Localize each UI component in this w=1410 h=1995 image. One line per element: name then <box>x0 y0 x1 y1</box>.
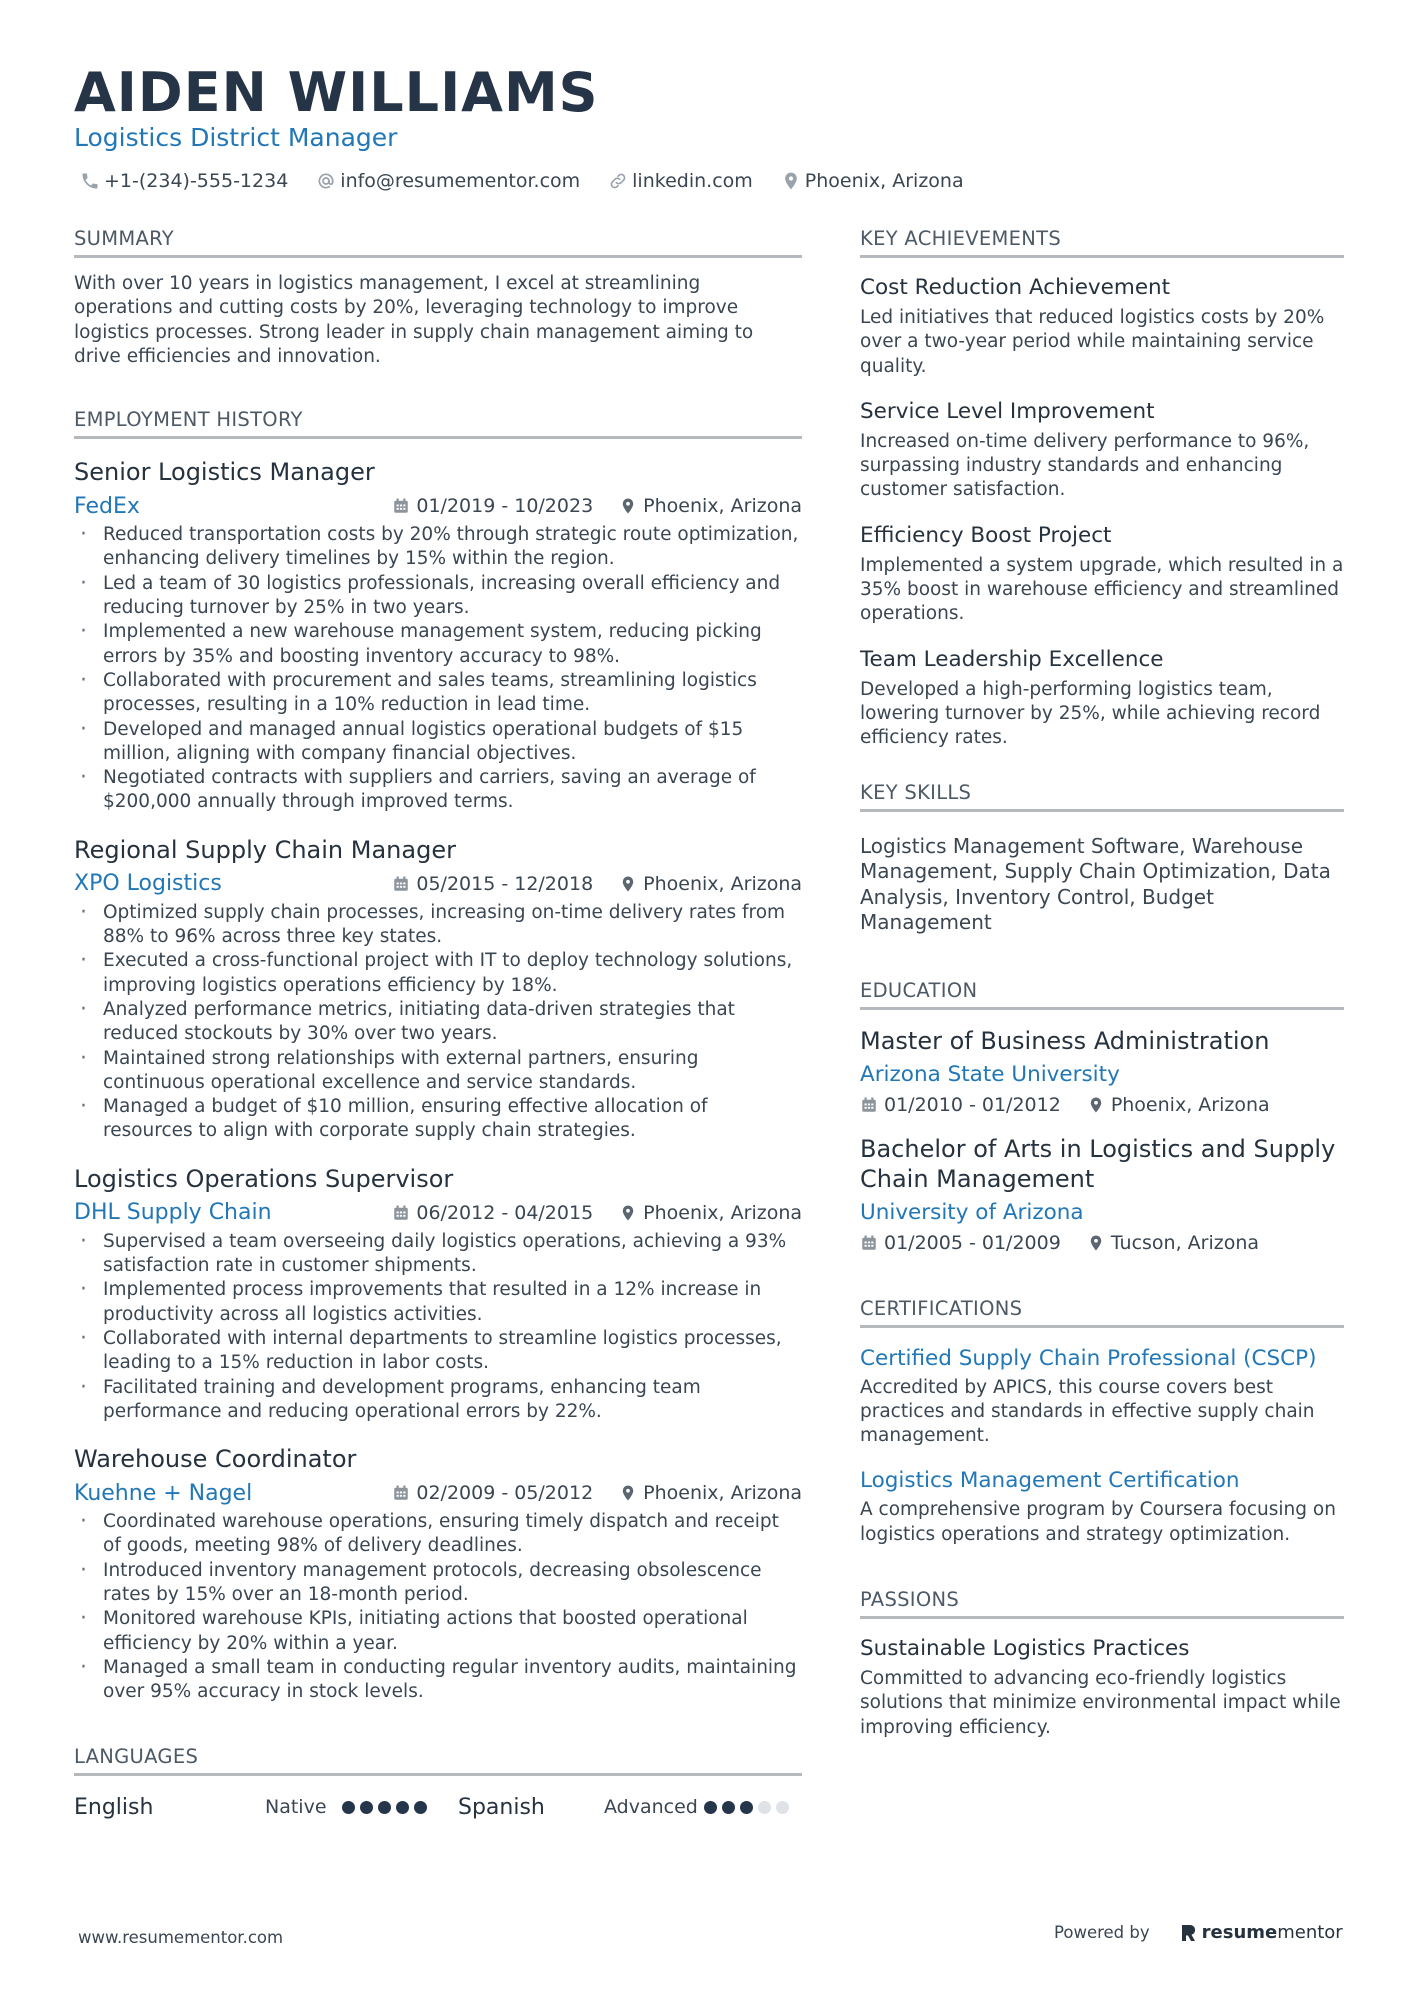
link-icon <box>608 171 628 191</box>
job-bullet: · Collaborated with procurement and sales teams, streamlining logistics processes, resulting in a 10% reduction in lead time. <box>74 669 802 718</box>
contact-email-text: info@resumementor.com <box>340 170 581 192</box>
job-entry <box>74 1444 802 1704</box>
certifications-heading: CERTIFICATIONS <box>860 1296 1344 1328</box>
education-dates: 01/2005 - 01/2009 <box>884 1231 1061 1254</box>
job-title: Senior Logistics Manager <box>74 458 375 487</box>
achievement-item <box>860 646 1344 751</box>
languages-section <box>74 1744 802 1824</box>
location-icon <box>619 1484 637 1502</box>
contact-location <box>781 170 964 192</box>
job-bullets <box>74 1510 802 1704</box>
job-bullet: · Executed a cross-functional project with IT to deploy technology solutions, improving logistics operations efficiency by 18%. <box>74 949 802 998</box>
contact-location-text: Phoenix, Arizona <box>804 170 964 192</box>
job-location: Phoenix, Arizona <box>643 1482 802 1505</box>
language-name: English <box>74 1794 154 1820</box>
achievements-heading: KEY ACHIEVEMENTS <box>860 226 1344 258</box>
right-column <box>860 226 1344 1759</box>
passions-heading: PASSIONS <box>860 1587 1344 1619</box>
location-icon <box>619 1204 637 1222</box>
job-company: XPO Logistics <box>74 871 222 897</box>
job-company: Kuehne + Nagel <box>74 1480 253 1506</box>
calendar-icon <box>392 1484 410 1502</box>
education-item <box>860 1026 1344 1120</box>
calendar-icon <box>392 497 410 515</box>
contact-bar <box>80 170 992 192</box>
education-school: University of Arizona <box>860 1199 1084 1225</box>
skills-heading: KEY SKILLS <box>860 780 1344 812</box>
job-bullets <box>74 901 802 1144</box>
contact-phone-text: +1-(234)-555-1234 <box>104 170 289 192</box>
certification-item <box>860 1344 1344 1449</box>
contact-phone[interactable] <box>80 170 288 192</box>
skills-section <box>860 780 1344 936</box>
summary-text: With over 10 years in logistics management, I excel at streamlining operations and cutting costs by 20%, leveraging technology to improve logistics processes. Strong leader in supply chain management aiming to drive efficiencies and innovation. <box>74 273 754 367</box>
job-entry <box>74 457 802 815</box>
calendar-icon <box>392 875 410 893</box>
brand-rest: mentor <box>1277 1922 1343 1943</box>
achievement-title: Team Leadership Excellence <box>860 646 1164 672</box>
language-list <box>74 1790 802 1824</box>
location-icon <box>1087 1234 1105 1252</box>
contact-email[interactable] <box>316 170 580 192</box>
footer-website[interactable]: www.resumementor.com <box>78 1928 284 1947</box>
employment-heading: EMPLOYMENT HISTORY <box>74 407 802 439</box>
job-bullet: · Managed a budget of $10 million, ensuring effective allocation of resources to align with corporate supply chain strategies. <box>74 1095 802 1144</box>
location-icon <box>619 497 637 515</box>
job-dates: 05/2015 - 12/2018 <box>416 872 594 895</box>
job-dates: 01/2019 - 10/2023 <box>416 495 594 518</box>
job-bullet: · Optimized supply chain processes, increasing on-time delivery rates from 88% to 96% across three key states. <box>74 901 802 950</box>
passions-section <box>860 1587 1344 1740</box>
job-company: FedEx <box>74 493 140 519</box>
job-bullet: · Implemented process improvements that resulted in a 12% increase in productivity across all logistics activities. <box>74 1278 802 1327</box>
resumementor-logo-icon <box>1180 1923 1198 1943</box>
language-rating <box>342 1801 432 1814</box>
language-item <box>74 1795 458 1820</box>
brand-bold: resume <box>1201 1922 1278 1943</box>
rating-dot <box>722 1801 735 1814</box>
job-bullet: · Introduced inventory management protocols, decreasing obsolescence rates by 15% over an 18-month period. <box>74 1559 802 1608</box>
phone-icon <box>80 171 100 191</box>
education-school: Arizona State University <box>860 1061 1120 1087</box>
job-bullet: · Monitored warehouse KPIs, initiating actions that boosted operational efficiency by 20% within a year. <box>74 1607 802 1656</box>
rating-dot <box>704 1801 717 1814</box>
job-bullet: · Facilitated training and development programs, enhancing team performance and reducing operational errors by 22%. <box>74 1376 802 1425</box>
language-rating <box>704 1801 794 1814</box>
location-icon <box>1087 1096 1105 1114</box>
summary-heading: SUMMARY <box>74 226 802 258</box>
location-icon <box>619 875 637 893</box>
language-item <box>458 1795 802 1820</box>
education-heading: EDUCATION <box>860 978 1344 1010</box>
job-bullet: · Led a team of 30 logistics professionals, increasing overall efficiency and reducing turnover by 25% in two years. <box>74 572 802 621</box>
contact-linkedin-text: linkedin.com <box>632 170 753 192</box>
job-bullet: · Negotiated contracts with suppliers and carriers, saving an average of $200,000 annually through improved terms. <box>74 766 802 815</box>
achievement-text: Led initiatives that reduced logistics costs by 20% over a two-year period while maintaining service quality. <box>860 307 1325 377</box>
rating-dot <box>396 1801 409 1814</box>
certification-title: Certified Supply Chain Professional (CSCP) <box>860 1345 1317 1371</box>
languages-heading: LANGUAGES <box>74 1744 802 1776</box>
education-degree: Bachelor of Arts in Logistics and Supply Chain Management <box>860 1134 1336 1193</box>
certification-text: A comprehensive program by Coursera focusing on logistics operations and strategy optimization. <box>860 1499 1336 1545</box>
location-icon <box>781 171 801 191</box>
rating-dot <box>776 1801 789 1814</box>
job-bullet: · Coordinated warehouse operations, ensuring timely dispatch and receipt of goods, meeting 98% of delivery deadlines. <box>74 1510 802 1559</box>
footer-branding <box>1054 1922 1343 1943</box>
job-bullet: · Maintained strong relationships with external partners, ensuring continuous operational excellence and service standards. <box>74 1047 802 1096</box>
skills-text: Logistics Management Software, Warehouse Management, Supply Chain Optimization, Data Analysis, Inventory Control, Budget Management <box>860 833 1331 935</box>
achievement-text: Increased on-time delivery performance to 96%, surpassing industry standards and enhancing customer satisfaction. <box>860 430 1310 501</box>
education-dates: 01/2010 - 01/2012 <box>884 1093 1061 1116</box>
certification-text: Accredited by APICS, this course covers best practices and standards in effective supply chain management. <box>860 1376 1315 1447</box>
rating-dot <box>758 1801 771 1814</box>
candidate-title: Logistics District Manager <box>74 123 398 152</box>
rating-dot <box>342 1801 355 1814</box>
passion-text: Committed to advancing eco-friendly logistics solutions that minimize environmental impact while improving efficiency. <box>860 1668 1341 1738</box>
job-title: Logistics Operations Supervisor <box>74 1164 454 1193</box>
education-degree: Master of Business Administration <box>860 1026 1270 1055</box>
job-bullet: · Developed and managed annual logistics operational budgets of $15 million, aligning with company financial objectives. <box>74 718 802 767</box>
language-name: Spanish <box>458 1794 545 1820</box>
achievements-section <box>860 226 1344 751</box>
achievement-title: Efficiency Boost Project <box>860 522 1112 548</box>
achievement-item <box>860 398 1344 503</box>
language-level: Advanced <box>604 1796 698 1819</box>
passion-item <box>860 1635 1344 1740</box>
employment-section <box>74 407 802 1704</box>
language-level: Native <box>265 1796 327 1819</box>
job-title: Warehouse Coordinator <box>74 1445 357 1474</box>
at-icon <box>316 171 336 191</box>
calendar-icon <box>860 1234 878 1252</box>
achievement-title: Service Level Improvement <box>860 398 1155 424</box>
summary-section <box>74 226 802 369</box>
job-bullet: · Implemented a new warehouse management system, reducing picking errors by 35% and boosting inventory accuracy to 98%. <box>74 620 802 669</box>
job-location: Phoenix, Arizona <box>643 872 802 895</box>
education-location: Tucson, Arizona <box>1110 1231 1260 1254</box>
job-title: Regional Supply Chain Manager <box>74 835 456 864</box>
candidate-name: AIDEN WILLIAMS <box>74 61 599 124</box>
job-location: Phoenix, Arizona <box>643 1201 802 1224</box>
job-company: DHL Supply Chain <box>74 1200 272 1226</box>
achievement-item <box>860 274 1344 379</box>
education-location: Phoenix, Arizona <box>1110 1093 1270 1116</box>
education-section <box>860 978 1344 1258</box>
achievement-text: Developed a high-performing logistics team, lowering turnover by 25%, while achieving record efficiency rates. <box>860 678 1321 749</box>
achievement-item <box>860 522 1344 627</box>
rating-dot <box>740 1801 753 1814</box>
job-entry <box>74 1164 802 1424</box>
job-bullet: · Reduced transportation costs by 20% through strategic route optimization, enhancing delivery timelines by 15% within the region. <box>74 523 802 572</box>
job-bullet: · Managed a small team in conducting regular inventory audits, maintaining over 95% accuracy in stock levels. <box>74 1656 802 1705</box>
brand-logo[interactable] <box>1180 1922 1343 1943</box>
job-bullet: · Supervised a team overseeing daily logistics operations, achieving a 93% satisfaction rate in customer shipments. <box>74 1230 802 1279</box>
achievement-title: Cost Reduction Achievement <box>860 275 1171 300</box>
rating-dot <box>378 1801 391 1814</box>
job-bullets <box>74 1230 802 1424</box>
job-dates: 02/2009 - 05/2012 <box>416 1482 594 1505</box>
achievement-text: Implemented a system upgrade, which resulted in a 35% boost in warehouse efficiency and streamlined operations. <box>860 554 1344 625</box>
calendar-icon <box>860 1096 878 1114</box>
passion-title: Sustainable Logistics Practices <box>860 1636 1190 1662</box>
powered-by-label: Powered by <box>1054 1923 1150 1942</box>
job-bullet: · Collaborated with internal departments to streamline logistics processes, leading to a 15% reduction in labor costs. <box>74 1327 802 1376</box>
job-bullet: · Analyzed performance metrics, initiating data-driven strategies that reduced stockouts by 30% over two years. <box>74 998 802 1047</box>
job-location: Phoenix, Arizona <box>643 495 802 518</box>
job-bullets <box>74 523 802 815</box>
left-column <box>74 226 802 1824</box>
certifications-section <box>860 1296 1344 1547</box>
education-item <box>860 1134 1344 1258</box>
rating-dot <box>414 1801 427 1814</box>
certification-item <box>860 1466 1344 1547</box>
rating-dot <box>360 1801 373 1814</box>
calendar-icon <box>392 1204 410 1222</box>
certification-title: Logistics Management Certification <box>860 1468 1240 1494</box>
contact-linkedin[interactable] <box>608 170 753 192</box>
job-entry <box>74 835 802 1144</box>
job-dates: 06/2012 - 04/2015 <box>416 1201 594 1224</box>
